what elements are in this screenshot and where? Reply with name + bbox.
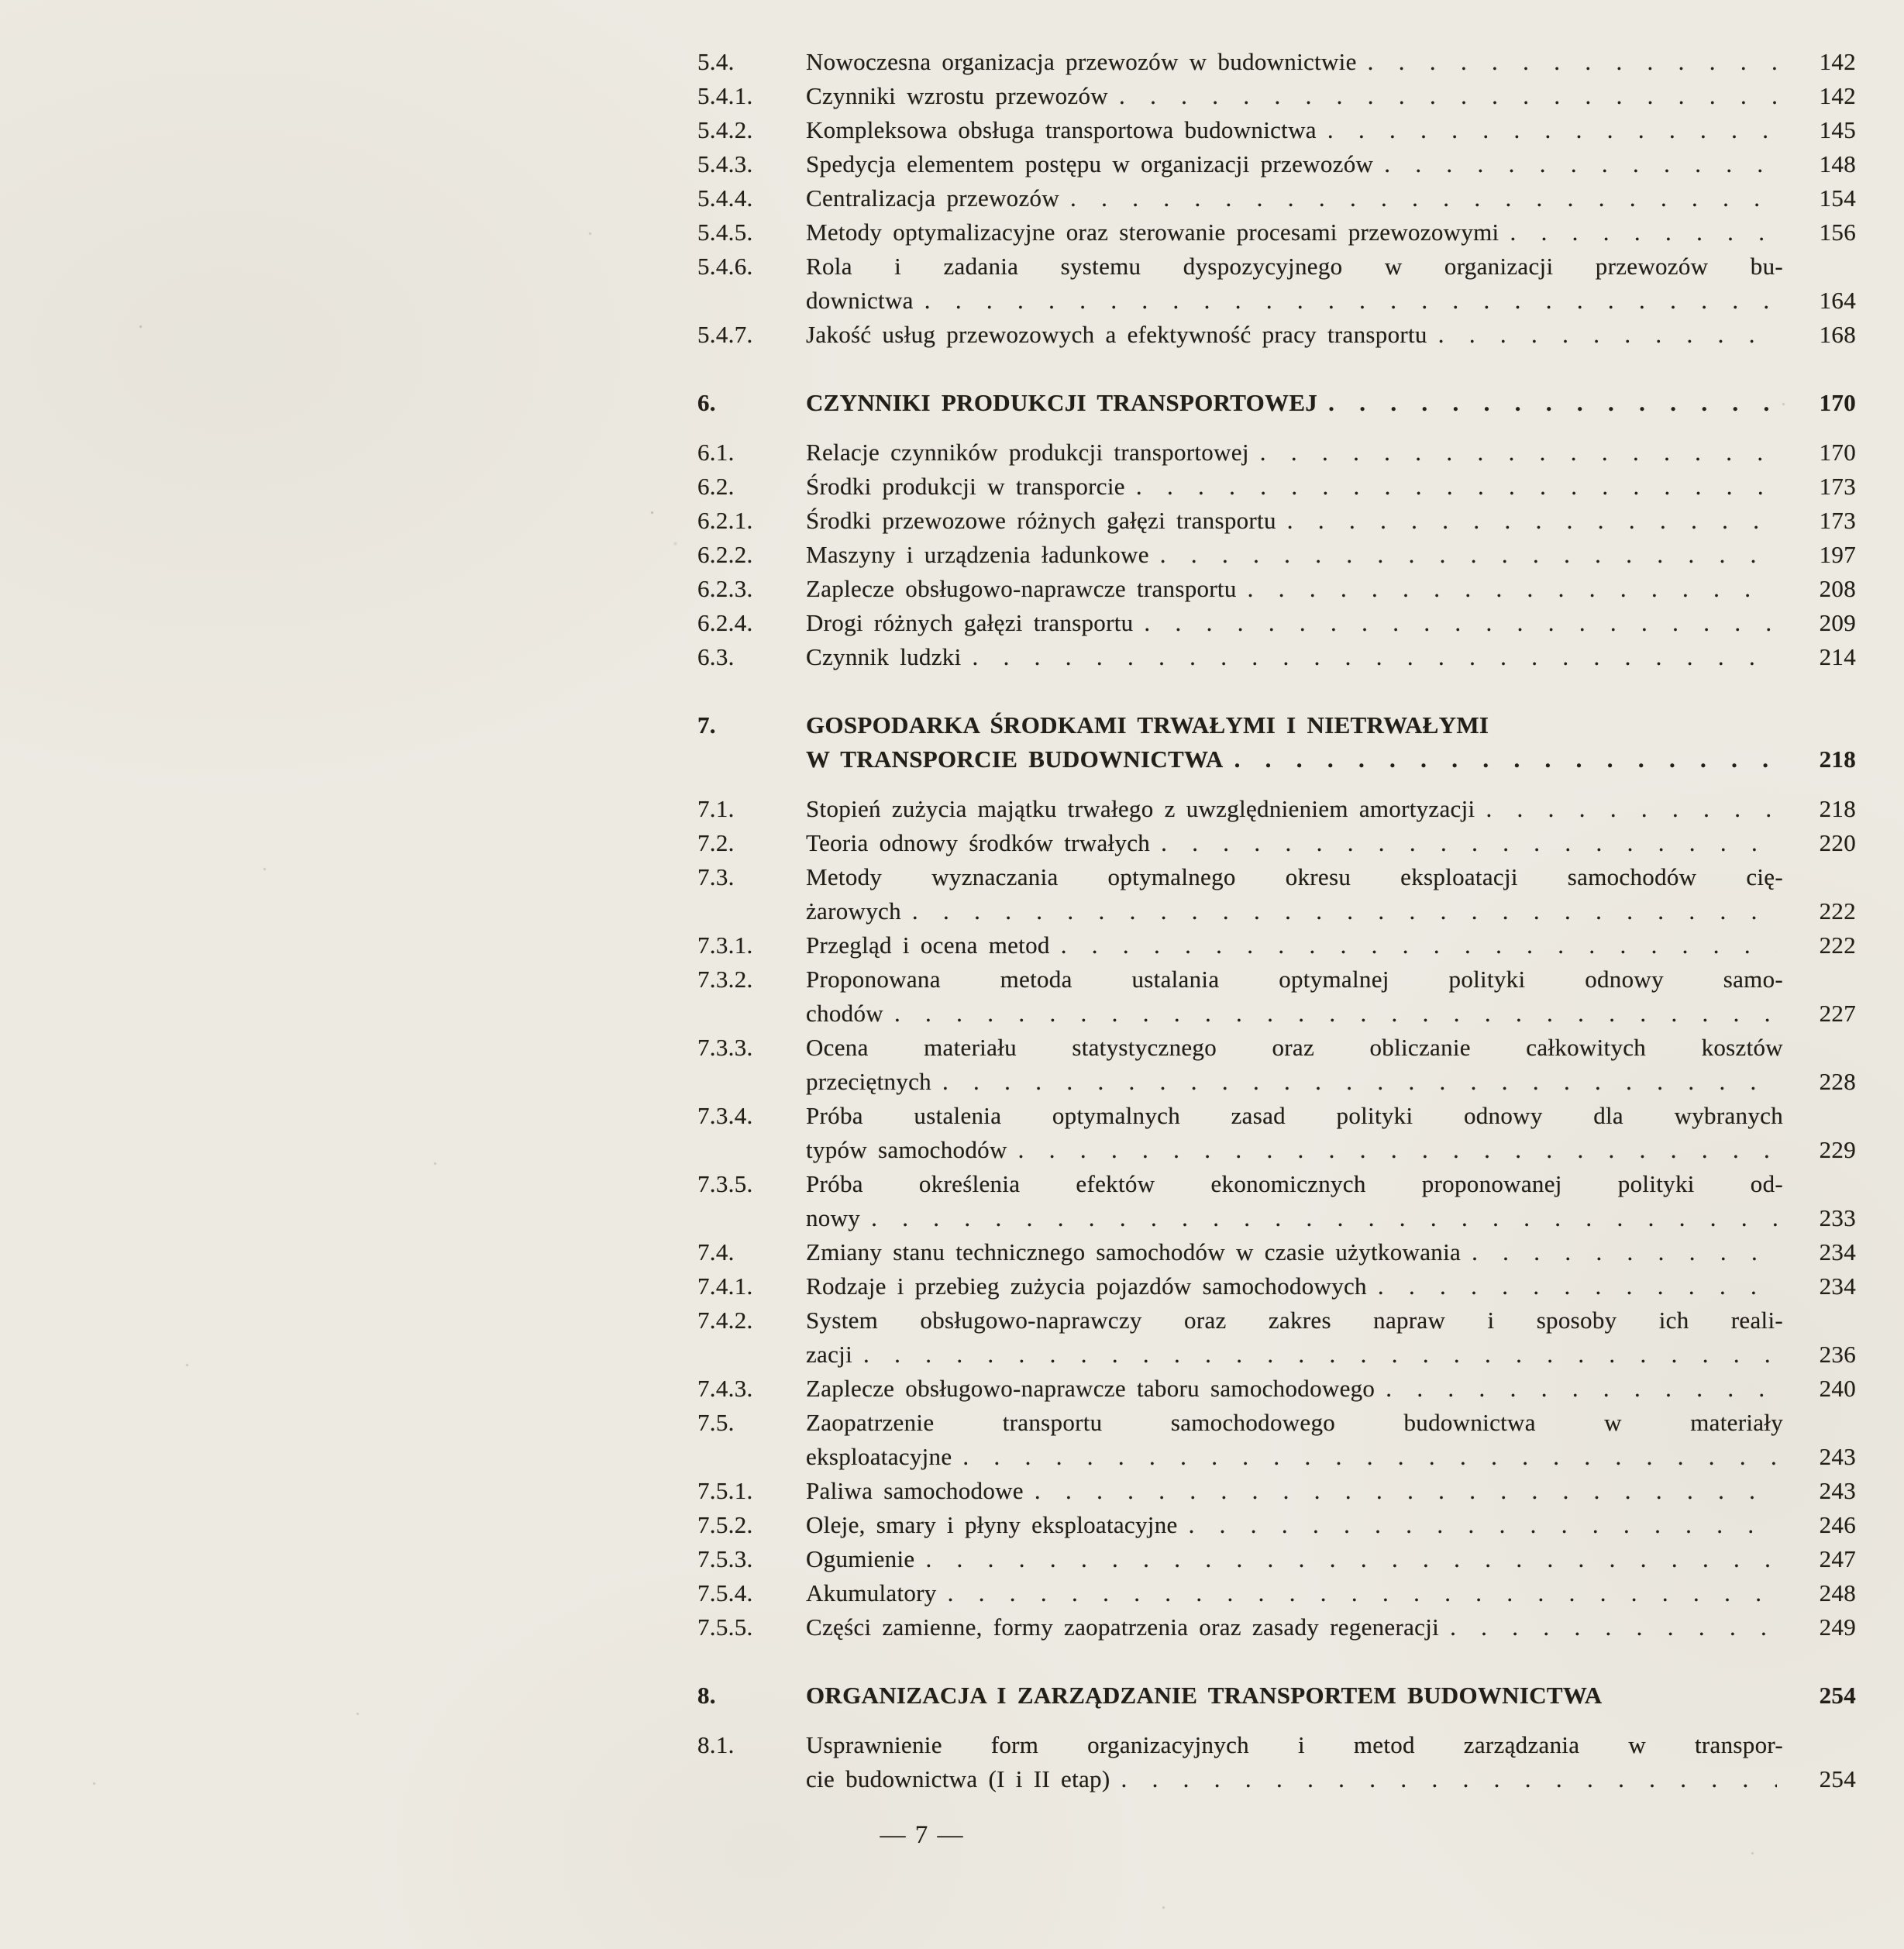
toc-title-lastline <box>806 1542 1783 1576</box>
dot-leader <box>1260 436 1777 470</box>
toc-entry-title <box>806 250 1783 318</box>
toc-title-text: przeciętnych <box>806 1068 931 1095</box>
toc-title-lastline <box>806 1269 1783 1303</box>
toc-title-lastline <box>806 113 1783 147</box>
toc-entry-number: 8. <box>697 1682 716 1709</box>
toc-title-lastline <box>806 1762 1783 1796</box>
toc-title-lastline <box>806 1201 1783 1235</box>
toc-entry <box>697 1235 1856 1269</box>
toc-title-text: Nowoczesna organizacja przewozów w budownictwie <box>806 48 1357 75</box>
toc-entry <box>697 1610 1856 1644</box>
toc-entry <box>697 1031 1856 1099</box>
toc-entry-title <box>806 606 1783 640</box>
toc-entry-number: 6.2.1. <box>697 507 753 534</box>
toc-entry <box>697 572 1856 606</box>
toc-entry <box>697 147 1856 181</box>
toc-title-text: Przegląd i ocena metod <box>806 931 1050 959</box>
toc-title-line: System obsługowo-naprawczy oraz zakres napraw i sposoby ich reali- <box>806 1307 1783 1334</box>
dot-leader <box>1450 1610 1777 1644</box>
toc-entry-page: 222 <box>1819 931 1856 959</box>
toc-title-line: Proponowana metoda ustalania optymalnej polityki odnowy samo- <box>806 966 1783 993</box>
toc-title-text: Oleje, smary i płyny eksploatacyjne <box>806 1511 1178 1538</box>
toc-title-text: Spedycja elementem postępu w organizacji przewozów <box>806 150 1374 177</box>
toc-entry <box>697 504 1856 538</box>
toc-title-text: Paliwa samochodowe <box>806 1477 1024 1504</box>
toc-title-lastline <box>806 79 1783 113</box>
toc-entry <box>697 538 1856 572</box>
toc-title-text: Ogumienie <box>806 1545 915 1572</box>
toc-entry <box>697 1303 1856 1372</box>
toc-entry <box>697 1679 1856 1713</box>
toc-title-lastline <box>806 1576 1783 1610</box>
toc-entry-number: 7.1. <box>697 795 735 822</box>
toc-entry-title <box>806 708 1783 777</box>
toc-entry <box>697 792 1856 826</box>
toc-entry-page: 233 <box>1819 1204 1856 1231</box>
toc-entry-page: 154 <box>1819 184 1856 212</box>
toc-entry-number: 5.4. <box>697 48 735 75</box>
dot-leader <box>972 640 1777 674</box>
toc-entry-title <box>806 470 1783 504</box>
toc-entry-page: 170 <box>1819 389 1856 416</box>
toc-title-lastline <box>806 318 1783 352</box>
toc-entry-number: 7.5.4. <box>697 1579 753 1606</box>
toc-entry-page: 254 <box>1819 1682 1856 1709</box>
toc-title-lastline <box>806 640 1783 674</box>
toc-entry-page: 234 <box>1819 1238 1856 1265</box>
dot-leader <box>1328 386 1777 420</box>
toc-entry <box>697 1406 1856 1474</box>
toc-entry-number: 5.4.4. <box>697 184 753 212</box>
toc-title-text: typów samochodów <box>806 1136 1007 1163</box>
toc-entry-title <box>806 1372 1783 1406</box>
toc-entry-page: 170 <box>1819 439 1856 466</box>
toc-entry <box>697 318 1856 352</box>
toc-entry-page: 246 <box>1819 1511 1856 1538</box>
toc-entry-page: 164 <box>1819 287 1856 314</box>
dot-leader <box>942 1065 1777 1099</box>
toc-entry-title <box>806 1542 1783 1576</box>
toc-title-text: Maszyny i urządzenia ładunkowe <box>806 541 1149 568</box>
toc-title-lastline <box>806 1440 1783 1474</box>
dot-leader <box>871 1201 1777 1235</box>
toc-entry <box>697 962 1856 1031</box>
dot-leader <box>1119 79 1777 113</box>
toc-entry-number: 7.3.1. <box>697 931 753 959</box>
toc-entry-page: 197 <box>1819 541 1856 568</box>
toc-entry-title <box>806 147 1783 181</box>
toc-title-text: Metody optymalizacyjne oraz sterowanie procesami przewozowymi <box>806 219 1499 246</box>
toc-entry-page: 229 <box>1819 1136 1856 1163</box>
toc-entry <box>697 1269 1856 1303</box>
toc-title-text: Akumulatory <box>806 1579 937 1606</box>
toc-title-text: chodów <box>806 1000 883 1027</box>
toc-entry <box>697 45 1856 79</box>
toc-title-text: Zmiany stanu technicznego samochodów w czasie użytkowania <box>806 1238 1462 1265</box>
dot-leader <box>1472 1235 1777 1269</box>
toc-entry-page: 247 <box>1819 1545 1856 1572</box>
toc-entry-number: 8.1. <box>697 1731 735 1758</box>
toc-title-lastline <box>806 1065 1783 1099</box>
dot-leader <box>1061 928 1777 962</box>
toc-entry <box>697 1167 1856 1235</box>
toc-entry-page: 208 <box>1819 575 1856 602</box>
toc-title-lastline <box>806 1679 1783 1713</box>
dot-leader <box>1510 215 1777 250</box>
toc-entry-page: 142 <box>1819 82 1856 109</box>
dot-leader <box>1378 1269 1777 1303</box>
toc-title-lastline <box>806 1474 1783 1508</box>
toc-entry <box>697 181 1856 215</box>
toc-entry-page: 227 <box>1819 1000 1856 1027</box>
toc-entry <box>697 470 1856 504</box>
toc-entry-number: 5.4.7. <box>697 321 753 348</box>
toc-title-line: Usprawnienie form organizacyjnych i metod zarządzania w transpor- <box>806 1731 1783 1758</box>
toc-entry-title <box>806 1576 1783 1610</box>
toc-entry-number: 7.5.5. <box>697 1613 753 1641</box>
toc-title-lastline <box>806 1235 1783 1269</box>
toc-title-text: CZYNNIKI PRODUKCJI TRANSPORTOWEJ <box>806 389 1318 416</box>
toc-entry-title <box>806 1508 1783 1542</box>
toc-entry-page: 249 <box>1819 1613 1856 1641</box>
toc-entry <box>697 1508 1856 1542</box>
toc-title-lastline <box>806 215 1783 250</box>
dot-leader <box>1386 1372 1777 1406</box>
toc-title-text: Części zamienne, formy zaopatrzenia oraz zasady regeneracji <box>806 1613 1440 1641</box>
dot-leader <box>1368 45 1777 79</box>
toc-entry <box>697 928 1856 962</box>
toc-entry-number: 5.4.3. <box>697 150 753 177</box>
toc-title-text: Czynnik ludzki <box>806 643 962 670</box>
toc-entry-number: 5.4.6. <box>697 253 753 280</box>
toc-title-lastline <box>806 1338 1783 1372</box>
toc-title-lastline <box>806 826 1783 860</box>
toc-entry-page: 156 <box>1819 219 1856 246</box>
toc-title-text: downictwa <box>806 287 914 314</box>
toc-entry <box>697 1372 1856 1406</box>
toc-title-text: Środki przewozowe różnych gałęzi transportu <box>806 507 1276 534</box>
toc-title-text: Jakość usług przewozowych a efektywność pracy transportu <box>806 321 1427 348</box>
toc-entry-title <box>806 1679 1783 1713</box>
toc-title-lastline <box>806 1610 1783 1644</box>
toc-title-text: ORGANIZACJA I ZARZĄDZANIE TRANSPORTEM BUDOWNICTWA <box>806 1682 1603 1709</box>
toc-entry <box>697 1099 1856 1167</box>
toc-entry-number: 6. <box>697 389 716 416</box>
toc-title-lastline <box>806 538 1783 572</box>
toc-entry-title <box>806 826 1783 860</box>
dot-leader <box>1486 792 1777 826</box>
toc-title-line: Próba określenia efektów ekonomicznych proponowanej polityki od- <box>806 1170 1783 1197</box>
toc-entry-number: 6.2.2. <box>697 541 753 568</box>
toc-entry-number: 7. <box>697 711 716 739</box>
toc-entry-title <box>806 1269 1783 1303</box>
toc-entry-page: 142 <box>1819 48 1856 75</box>
toc-title-lastline <box>806 572 1783 606</box>
toc-entry-page: 145 <box>1819 116 1856 143</box>
toc-title-lastline <box>806 284 1783 318</box>
toc-title-lastline <box>806 997 1783 1031</box>
toc-entry-title <box>806 181 1783 215</box>
toc-entry-number: 7.4. <box>697 1238 735 1265</box>
toc-title-lastline <box>806 147 1783 181</box>
toc-entry <box>697 386 1856 420</box>
toc-entry <box>697 215 1856 250</box>
toc-title-text: Rodzaje i przebieg zużycia pojazdów samochodowych <box>806 1272 1367 1300</box>
dot-leader <box>1248 572 1777 606</box>
toc-entry-number: 7.4.1. <box>697 1272 753 1300</box>
dot-leader <box>1070 181 1777 215</box>
toc-entry-number: 6.3. <box>697 643 735 670</box>
toc-entry-page: 168 <box>1819 321 1856 348</box>
dot-leader <box>1438 318 1777 352</box>
toc-entry-title <box>806 504 1783 538</box>
toc-entry <box>697 708 1856 777</box>
toc-entry-page: 173 <box>1819 473 1856 500</box>
toc-entry-title <box>806 1610 1783 1644</box>
dot-leader <box>948 1576 1777 1610</box>
toc-entry-title <box>806 1235 1783 1269</box>
toc-entry-number: 6.2. <box>697 473 735 500</box>
dot-leader <box>894 997 1777 1031</box>
dot-leader <box>863 1338 1777 1372</box>
toc-entry-page: 248 <box>1819 1579 1856 1606</box>
toc-entry-title <box>806 792 1783 826</box>
page-number-marker: — 7 — <box>880 1821 965 1849</box>
toc-title-text: Centralizacja przewozów <box>806 184 1060 212</box>
toc-entry-page: 222 <box>1819 897 1856 925</box>
toc-title-lastline <box>806 742 1783 777</box>
dot-leader <box>1136 470 1777 504</box>
toc-entry-page: 214 <box>1819 643 1856 670</box>
toc-title-lastline <box>806 45 1783 79</box>
toc-entry-title <box>806 640 1783 674</box>
dot-leader <box>1160 538 1777 572</box>
toc-entry-number: 6.1. <box>697 439 735 466</box>
toc-entry-number: 7.3.2. <box>697 966 753 993</box>
toc-title-text: Zaplecze obsługowo-naprawcze taboru samochodowego <box>806 1375 1375 1402</box>
toc-title-line: Próba ustalenia optymalnych zasad polityki odnowy dla wybranych <box>806 1102 1783 1129</box>
toc-entry-page: 243 <box>1819 1477 1856 1504</box>
dot-leader <box>1327 113 1777 147</box>
toc-title-line: Rola i zadania systemu dyspozycyjnego w organizacji przewozów bu- <box>806 253 1783 280</box>
toc-title-lastline <box>806 1508 1783 1542</box>
toc-title-lastline <box>806 386 1783 420</box>
toc-list <box>697 45 1856 1796</box>
toc-title-text: Kompleksowa obsługa transportowa budownictwa <box>806 116 1317 143</box>
toc-entry-title <box>806 860 1783 928</box>
dot-leader <box>912 894 1777 928</box>
toc-title-line: Metody wyznaczania optymalnego okresu eksploatacji samochodów cię- <box>806 863 1783 890</box>
toc-entry-title <box>806 1099 1783 1167</box>
toc-title-text: eksploatacyjne <box>806 1443 952 1470</box>
toc-entry <box>697 113 1856 147</box>
toc-title-line: Ocena materiału statystycznego oraz obliczanie całkowitych kosztów <box>806 1034 1783 1061</box>
toc-title-lastline <box>806 470 1783 504</box>
dot-leader <box>1287 504 1777 538</box>
dot-leader <box>925 1542 1777 1576</box>
toc-title-lastline <box>806 792 1783 826</box>
toc-entry-title <box>806 1167 1783 1235</box>
toc-entry-title <box>806 215 1783 250</box>
toc-title-line: GOSPODARKA ŚRODKAMI TRWAŁYMI I NIETRWAŁYMI <box>806 711 1489 739</box>
toc-title-text: Środki produkcji w transporcie <box>806 473 1125 500</box>
toc-title-text: Czynniki wzrostu przewozów <box>806 82 1108 109</box>
toc-entry-number: 7.4.3. <box>697 1375 753 1402</box>
toc-entry-page: 218 <box>1819 746 1856 773</box>
toc-title-lastline <box>806 606 1783 640</box>
dot-leader <box>1018 1133 1777 1167</box>
toc-entry-title <box>806 386 1783 420</box>
toc-entry-number: 7.5.1. <box>697 1477 753 1504</box>
toc-title-line: Zaopatrzenie transportu samochodowego budownictwa w materiały <box>806 1409 1783 1436</box>
toc-entry <box>697 606 1856 640</box>
toc-entry-number: 7.2. <box>697 829 735 856</box>
dot-leader <box>1234 742 1777 777</box>
toc-entry-page: 234 <box>1819 1272 1856 1300</box>
toc-entry-page: 254 <box>1819 1765 1856 1792</box>
dot-leader <box>1161 826 1777 860</box>
toc-entry-page: 228 <box>1819 1068 1856 1095</box>
toc-entry-number: 6.2.3. <box>697 575 753 602</box>
toc-entry-title <box>806 572 1783 606</box>
toc-entry <box>697 640 1856 674</box>
toc-entry-page: 220 <box>1819 829 1856 856</box>
toc-entry-number: 7.5.2. <box>697 1511 753 1538</box>
toc-title-text: zacji <box>806 1341 853 1368</box>
toc-entry <box>697 79 1856 113</box>
toc-title-lastline <box>806 1133 1783 1167</box>
toc-entry-number: 5.4.2. <box>697 116 753 143</box>
toc-entry-title <box>806 318 1783 352</box>
toc-entry <box>697 1542 1856 1576</box>
toc-entry-number: 5.4.1. <box>697 82 753 109</box>
toc-entry-title <box>806 1031 1783 1099</box>
toc-entry-page: 240 <box>1819 1375 1856 1402</box>
toc-entry <box>697 826 1856 860</box>
toc-entry-number: 7.5.3. <box>697 1545 753 1572</box>
toc-entry-title <box>806 79 1783 113</box>
toc-title-lastline <box>806 928 1783 962</box>
toc-entry-title <box>806 1728 1783 1796</box>
toc-entry-title <box>806 538 1783 572</box>
toc-entry-page: 173 <box>1819 507 1856 534</box>
toc-entry-title <box>806 1406 1783 1474</box>
dot-leader <box>1144 606 1777 640</box>
toc-title-text: Zaplecze obsługowo-naprawcze transportu <box>806 575 1237 602</box>
toc-title-lastline <box>806 436 1783 470</box>
toc-entry-page: 243 <box>1819 1443 1856 1470</box>
toc-entry-title <box>806 45 1783 79</box>
toc-title-text: Stopień zużycia majątku trwałego z uwzględnieniem amortyzacji <box>806 795 1475 822</box>
toc-entry-number: 7.3.5. <box>697 1170 753 1197</box>
toc-entry-number: 6.2.4. <box>697 609 753 636</box>
dot-leader <box>924 284 1777 318</box>
toc-entry <box>697 1474 1856 1508</box>
toc-entry-title <box>806 962 1783 1031</box>
dot-leader <box>1121 1762 1777 1796</box>
toc-title-lastline <box>806 504 1783 538</box>
dot-leader <box>1035 1474 1777 1508</box>
toc-entry <box>697 436 1856 470</box>
toc-entry-number: 5.4.5. <box>697 219 753 246</box>
toc-title-text: Teoria odnowy środków trwałych <box>806 829 1151 856</box>
toc-title-text: Relacje czynników produkcji transportowej <box>806 439 1249 466</box>
toc-entry-number: 7.5. <box>697 1409 735 1436</box>
toc-entry-number: 7.3. <box>697 863 735 890</box>
toc-entry-title <box>806 113 1783 147</box>
toc-entry-page: 209 <box>1819 609 1856 636</box>
dot-leader <box>962 1440 1777 1474</box>
toc-title-text: W TRANSPORCIE BUDOWNICTWA <box>806 746 1224 773</box>
toc-title-lastline <box>806 894 1783 928</box>
toc-entry-page: 218 <box>1819 795 1856 822</box>
toc-title-lastline <box>806 1372 1783 1406</box>
toc-entry <box>697 860 1856 928</box>
toc-entry-number: 7.4.2. <box>697 1307 753 1334</box>
dot-leader <box>1384 147 1777 181</box>
toc-entry-page: 148 <box>1819 150 1856 177</box>
toc-title-text: żarowych <box>806 897 901 925</box>
toc-entry-title <box>806 436 1783 470</box>
toc-title-text: cie budownictwa (I i II etap) <box>806 1765 1110 1792</box>
toc-entry <box>697 1576 1856 1610</box>
toc-entry-title <box>806 928 1783 962</box>
toc-entry-title <box>806 1474 1783 1508</box>
toc-entry-number: 7.3.4. <box>697 1102 753 1129</box>
toc-title-text: nowy <box>806 1204 861 1231</box>
toc-entry <box>697 1728 1856 1796</box>
dot-leader <box>1189 1508 1777 1542</box>
toc-entry-number: 7.3.3. <box>697 1034 753 1061</box>
toc-entry-page: 236 <box>1819 1341 1856 1368</box>
paper-speckles <box>0 0 2 2</box>
toc-title-lastline <box>806 181 1783 215</box>
toc-title-text: Drogi różnych gałęzi transportu <box>806 609 1134 636</box>
toc-entry-title <box>806 1303 1783 1372</box>
toc-entry <box>697 250 1856 318</box>
